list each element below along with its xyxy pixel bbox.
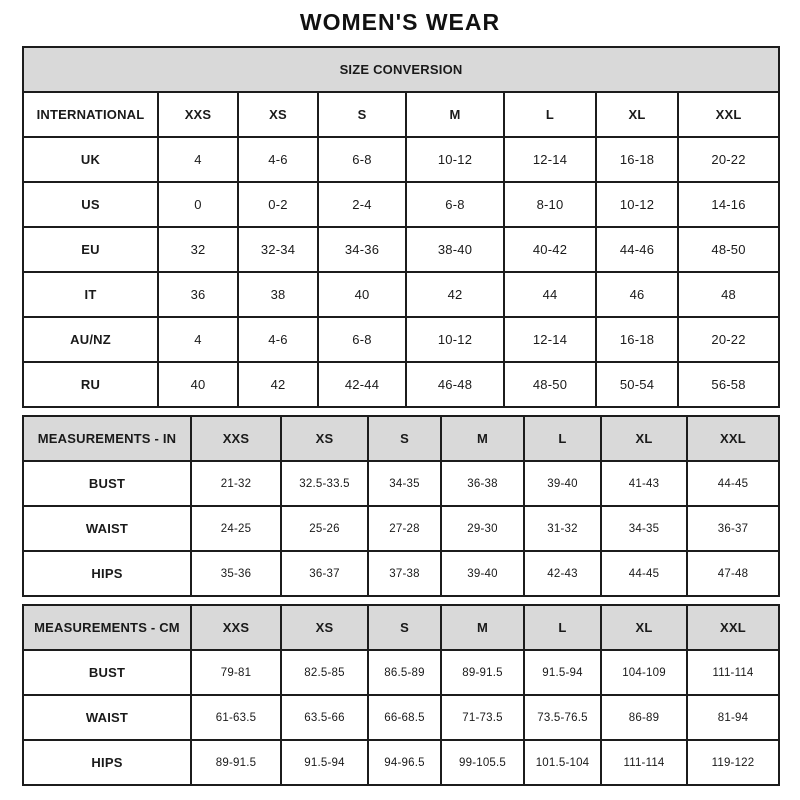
value-cell: 32.5-33.5 <box>281 461 368 506</box>
row-label: UK <box>23 137 158 182</box>
value-cell: 27-28 <box>368 506 441 551</box>
value-cell: 111-114 <box>687 650 779 695</box>
value-cell: 4-6 <box>238 317 318 362</box>
value-cell: 24-25 <box>191 506 281 551</box>
tables-container <box>0 46 800 786</box>
table-row <box>23 137 779 182</box>
measurements-cm-table <box>22 604 780 786</box>
table-row <box>23 461 779 506</box>
column-header: XL <box>601 416 687 461</box>
value-cell: 56-58 <box>678 362 779 407</box>
header-row <box>23 92 779 137</box>
value-cell: 104-109 <box>601 650 687 695</box>
value-cell: 81-94 <box>687 695 779 740</box>
value-cell: 16-18 <box>596 317 678 362</box>
value-cell: 40 <box>158 362 238 407</box>
value-cell: 46-48 <box>406 362 504 407</box>
value-cell: 34-36 <box>318 227 406 272</box>
value-cell: 42-43 <box>524 551 601 596</box>
value-cell: 10-12 <box>406 137 504 182</box>
row-label: BUST <box>23 650 191 695</box>
value-cell: 36-37 <box>687 506 779 551</box>
column-header: XL <box>596 92 678 137</box>
size-conversion-band-title: SIZE CONVERSION <box>23 47 779 92</box>
value-cell: 82.5-85 <box>281 650 368 695</box>
column-header: M <box>441 605 524 650</box>
value-cell: 111-114 <box>601 740 687 785</box>
header-row <box>23 416 779 461</box>
value-cell: 73.5-76.5 <box>524 695 601 740</box>
value-cell: 40-42 <box>504 227 596 272</box>
column-header: XXL <box>687 416 779 461</box>
value-cell: 6-8 <box>406 182 504 227</box>
column-header: L <box>524 416 601 461</box>
value-cell: 101.5-104 <box>524 740 601 785</box>
value-cell: 39-40 <box>441 551 524 596</box>
value-cell: 29-30 <box>441 506 524 551</box>
value-cell: 31-32 <box>524 506 601 551</box>
value-cell: 16-18 <box>596 137 678 182</box>
value-cell: 0 <box>158 182 238 227</box>
value-cell: 12-14 <box>504 137 596 182</box>
value-cell: 40 <box>318 272 406 317</box>
value-cell: 10-12 <box>406 317 504 362</box>
value-cell: 86.5-89 <box>368 650 441 695</box>
row-label: WAIST <box>23 506 191 551</box>
value-cell: 42 <box>406 272 504 317</box>
column-header: XXL <box>678 92 779 137</box>
value-cell: 48 <box>678 272 779 317</box>
column-header: XXL <box>687 605 779 650</box>
value-cell: 99-105.5 <box>441 740 524 785</box>
row-label: US <box>23 182 158 227</box>
value-cell: 20-22 <box>678 137 779 182</box>
value-cell: 89-91.5 <box>441 650 524 695</box>
column-header: M <box>406 92 504 137</box>
value-cell: 71-73.5 <box>441 695 524 740</box>
column-header: L <box>524 605 601 650</box>
page-title: WOMEN'S WEAR <box>299 9 501 35</box>
value-cell: 0-2 <box>238 182 318 227</box>
value-cell: 41-43 <box>601 461 687 506</box>
value-cell: 44-45 <box>601 551 687 596</box>
value-cell: 38 <box>238 272 318 317</box>
value-cell: 6-8 <box>318 137 406 182</box>
table-row <box>23 551 779 596</box>
column-header: L <box>504 92 596 137</box>
column-header: S <box>368 416 441 461</box>
column-header: XL <box>601 605 687 650</box>
value-cell: 44 <box>504 272 596 317</box>
row-label: EU <box>23 227 158 272</box>
row-label: HIPS <box>23 551 191 596</box>
row-label: BUST <box>23 461 191 506</box>
header-row <box>23 605 779 650</box>
value-cell: 21-32 <box>191 461 281 506</box>
value-cell: 50-54 <box>596 362 678 407</box>
value-cell: 42 <box>238 362 318 407</box>
value-cell: 91.5-94 <box>281 740 368 785</box>
column-header: XXS <box>191 605 281 650</box>
table-row <box>23 506 779 551</box>
value-cell: 48-50 <box>504 362 596 407</box>
value-cell: 94-96.5 <box>368 740 441 785</box>
column-header: M <box>441 416 524 461</box>
value-cell: 79-81 <box>191 650 281 695</box>
value-cell: 32 <box>158 227 238 272</box>
value-cell: 38-40 <box>406 227 504 272</box>
table-row <box>23 695 779 740</box>
value-cell: 66-68.5 <box>368 695 441 740</box>
value-cell: 119-122 <box>687 740 779 785</box>
value-cell: 63.5-66 <box>281 695 368 740</box>
value-cell: 36 <box>158 272 238 317</box>
table-row <box>23 182 779 227</box>
table-row <box>23 227 779 272</box>
value-cell: 4 <box>158 137 238 182</box>
row-label: RU <box>23 362 158 407</box>
column-header: XXS <box>191 416 281 461</box>
value-cell: 14-16 <box>678 182 779 227</box>
value-cell: 10-12 <box>596 182 678 227</box>
value-cell: 36-37 <box>281 551 368 596</box>
value-cell: 44-46 <box>596 227 678 272</box>
value-cell: 47-48 <box>687 551 779 596</box>
value-cell: 20-22 <box>678 317 779 362</box>
table-row <box>23 272 779 317</box>
table-row <box>23 317 779 362</box>
value-cell: 42-44 <box>318 362 406 407</box>
row-group-header: MEASUREMENTS - CM <box>23 605 191 650</box>
column-header: S <box>318 92 406 137</box>
column-header: XS <box>238 92 318 137</box>
measurements-in-table <box>22 415 780 597</box>
table-row <box>23 740 779 785</box>
value-cell: 36-38 <box>441 461 524 506</box>
row-label: HIPS <box>23 740 191 785</box>
value-cell: 34-35 <box>368 461 441 506</box>
value-cell: 91.5-94 <box>524 650 601 695</box>
value-cell: 48-50 <box>678 227 779 272</box>
value-cell: 12-14 <box>504 317 596 362</box>
row-label: WAIST <box>23 695 191 740</box>
value-cell: 6-8 <box>318 317 406 362</box>
row-group-header: INTERNATIONAL <box>23 92 158 137</box>
column-header: XS <box>281 416 368 461</box>
value-cell: 34-35 <box>601 506 687 551</box>
value-cell: 2-4 <box>318 182 406 227</box>
value-cell: 4 <box>158 317 238 362</box>
row-label: AU/NZ <box>23 317 158 362</box>
value-cell: 25-26 <box>281 506 368 551</box>
value-cell: 8-10 <box>504 182 596 227</box>
value-cell: 86-89 <box>601 695 687 740</box>
row-label: IT <box>23 272 158 317</box>
value-cell: 37-38 <box>368 551 441 596</box>
value-cell: 61-63.5 <box>191 695 281 740</box>
column-header: S <box>368 605 441 650</box>
band-title-row <box>23 47 779 92</box>
value-cell: 39-40 <box>524 461 601 506</box>
value-cell: 46 <box>596 272 678 317</box>
value-cell: 4-6 <box>238 137 318 182</box>
table-row <box>23 362 779 407</box>
value-cell: 89-91.5 <box>191 740 281 785</box>
column-header: XXS <box>158 92 238 137</box>
value-cell: 32-34 <box>238 227 318 272</box>
table-row <box>23 650 779 695</box>
column-header: XS <box>281 605 368 650</box>
row-group-header: MEASUREMENTS - IN <box>23 416 191 461</box>
size-conversion-table <box>22 46 780 408</box>
value-cell: 35-36 <box>191 551 281 596</box>
value-cell: 44-45 <box>687 461 779 506</box>
